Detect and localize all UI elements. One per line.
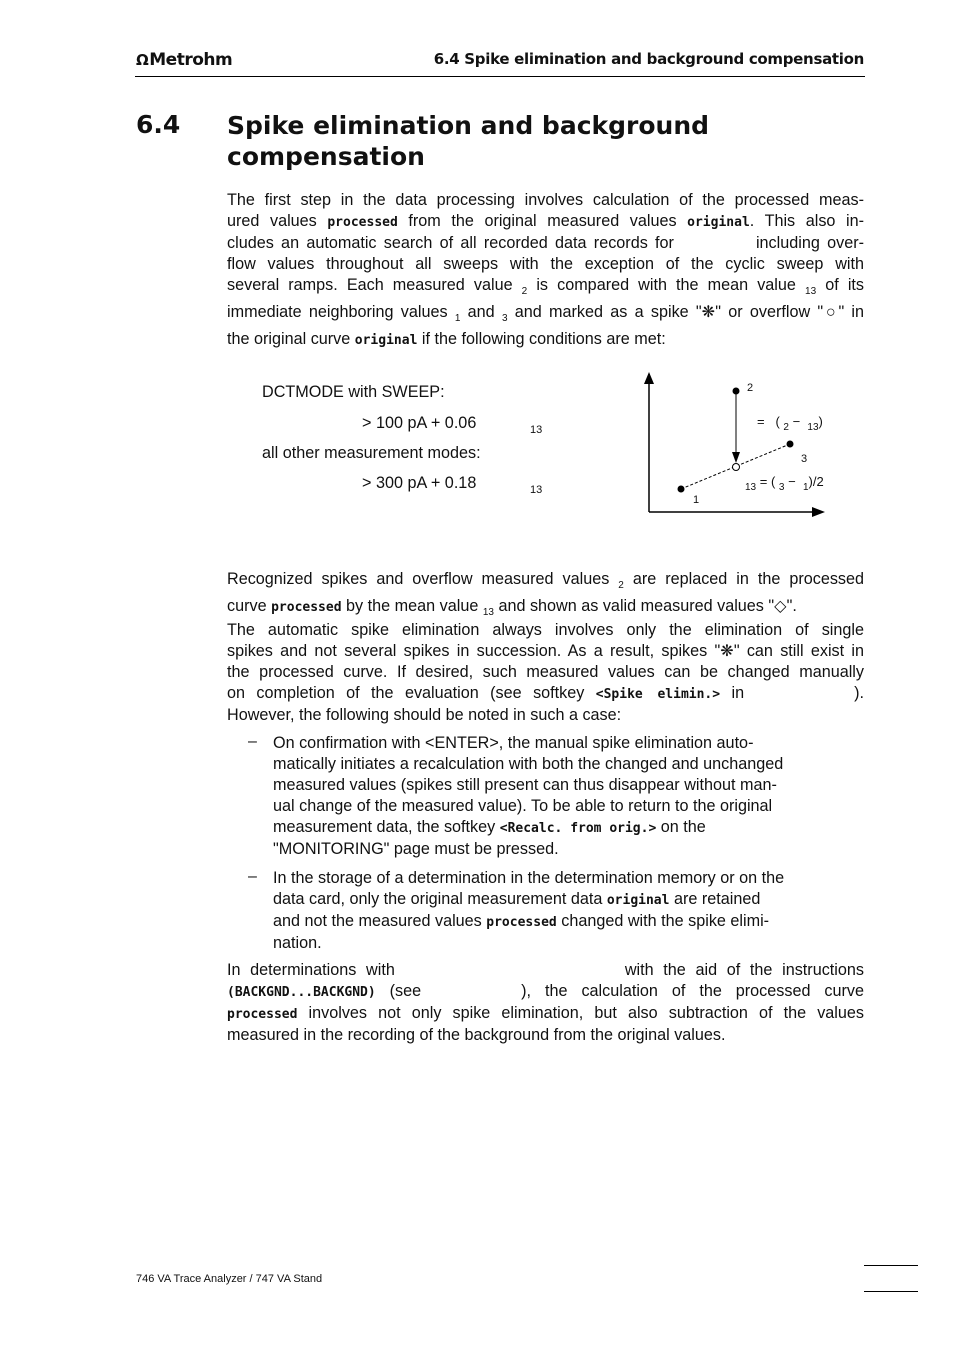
delta-formula [757, 414, 823, 433]
logo-text: Metrohm [149, 50, 233, 70]
condition-threshold-1: > 100 pA + 0.06 [362, 414, 477, 432]
mean-point-13 [733, 464, 740, 471]
bullet-line: On confirmation with <ENTER>, the manual spike elimination auto- [273, 734, 754, 752]
intro-line [227, 211, 864, 233]
text-run: if the following conditions are met: [417, 330, 666, 348]
subscript: 2 [521, 286, 528, 297]
automatic-line: the processed curve. If desired, such measured values can be changed manually [227, 663, 864, 681]
text-run: are retained [669, 890, 761, 908]
code-spike-elimin: <Spike elimin.> [595, 687, 721, 702]
code-recalc-from-orig: <Recalc. from orig.> [499, 821, 657, 836]
text-run: immediate neighboring values [227, 303, 448, 321]
subscript: 2 [618, 580, 624, 591]
text-run: the original curve [227, 330, 355, 348]
text-run: is compared with the mean value [536, 276, 796, 294]
bullet-line: measured values (spikes still present can thus disappear without man- [273, 776, 777, 794]
background-line [227, 981, 864, 1003]
subscript: 13 [807, 422, 819, 433]
text-run: )/2 [808, 474, 824, 489]
text-run: on completion of the evaluation (see softkey [227, 684, 596, 702]
metrohm-logo [136, 50, 232, 70]
text-run: = ( [759, 474, 776, 489]
intro-line [227, 233, 864, 254]
text-run: measurement data, the softkey [273, 818, 500, 836]
section-number: 6.4 [136, 110, 181, 139]
condition-mode-dctmode: DCTMODE with SWEEP: [262, 383, 445, 401]
label-point-1: 1 [693, 494, 700, 506]
text-run: in [720, 684, 745, 702]
bullet-item-2 [273, 868, 818, 954]
text-run: and marked as a spike "❋" or overflow "○" in [514, 303, 865, 321]
subscript: 13 [745, 482, 757, 493]
spike-diagram [640, 370, 840, 520]
intro-line: The first step in the data processing involves calculation of the processed meas- [227, 191, 864, 209]
delta-arrowhead [732, 452, 740, 463]
text-run: including over- [755, 234, 864, 252]
bullet-line: nation. [273, 934, 322, 952]
x-axis-arrowhead [812, 507, 825, 517]
condition-threshold-2: > 300 pA + 0.18 [362, 474, 477, 492]
text-run: several ramps. Each measured value [227, 276, 513, 294]
text-run: of its [825, 276, 865, 294]
bullet-line [273, 889, 818, 911]
subscript: 1 [454, 313, 461, 324]
text-run: cludes an automatic search of all recorded data records for [227, 234, 674, 252]
point-3 [787, 441, 794, 448]
footer-rule-bottom [864, 1291, 918, 1292]
intro-paragraph [227, 190, 864, 351]
text-run: from the original measured values [397, 212, 688, 230]
footer-rule-top [864, 1265, 918, 1266]
automatic-line: However, the following should be noted in such a case: [227, 706, 622, 724]
background-line [227, 1003, 864, 1025]
text-run: ured values [227, 212, 328, 230]
text-run: In determinations with [227, 961, 395, 979]
automatic-paragraph [227, 620, 864, 726]
intro-line [227, 302, 864, 329]
text-run: ). [854, 684, 864, 702]
section-title-line2: compensation [227, 142, 425, 171]
running-header-title: 6.4 Spike elimination and background compensation [433, 50, 864, 68]
text-run: and [467, 303, 495, 321]
code-original: original [606, 893, 670, 908]
subscript: 3 [501, 313, 508, 324]
y-axis-arrowhead [644, 372, 654, 384]
code-processed: processed [227, 1007, 298, 1022]
text-run: = [757, 414, 765, 429]
code-processed: processed [327, 215, 398, 230]
intro-line [227, 329, 864, 351]
bullet-line: In the storage of a determination in the determination memory or on the [273, 869, 785, 887]
automatic-line: spikes and not several spikes in succession. As a result, spikes "❋" can still exist in [227, 642, 864, 660]
condition-subscript-2: 13 [530, 484, 543, 496]
section-title [227, 110, 827, 172]
footer-product-name: 746 VA Trace Analyzer / 747 VA Stand [136, 1273, 323, 1285]
bullet-item-1 [273, 733, 818, 860]
text-run: curve [227, 597, 272, 615]
mean-formula [745, 474, 824, 493]
background-paragraph [227, 960, 864, 1046]
code-processed: processed [271, 600, 342, 615]
text-run: involves not only spike elimination, but also subtraction of the values [297, 1004, 864, 1022]
bullet-line: "MONITORING" page must be pressed. [273, 840, 559, 858]
point-1 [678, 486, 685, 493]
automatic-line: The automatic spike elimination always involves only the elimination of single [227, 621, 864, 639]
bullet-line [273, 817, 818, 839]
text-run: and not the measured values [273, 912, 487, 930]
subscript: 13 [482, 607, 494, 618]
header-rule [135, 76, 865, 77]
bullet-line: matically initiates a recalculation with both the changed and unchanged [273, 755, 784, 773]
bullet-line: ual change of the measured value). To be able to return to the original [273, 797, 773, 815]
bullet-dash: – [248, 868, 257, 885]
metrohm-logo-icon: Ω [136, 51, 149, 69]
condition-mode-other: all other measurement modes: [262, 444, 481, 462]
text-run: Recognized spikes and overflow measured values [227, 570, 610, 588]
subscript: 1 [802, 482, 809, 493]
subscript: 2 [783, 422, 789, 433]
condition-subscript-1: 13 [530, 424, 543, 436]
recognized-paragraph [227, 569, 864, 623]
automatic-line [227, 683, 864, 705]
text-run: and shown as valid measured values "◇". [498, 597, 797, 615]
section-title-line1: Spike elimination and background [227, 111, 710, 140]
text-run: data card, only the original measurement data [273, 890, 607, 908]
code-original: original [354, 333, 418, 348]
text-run: changed with the spike elimi- [556, 912, 770, 930]
text-run: . This also in- [749, 212, 864, 230]
text-run: ( [775, 414, 780, 429]
intro-line: flow values throughout all sweeps with the exception of the cyclic sweep with [227, 255, 864, 273]
text-run: (see [375, 982, 422, 1000]
recognized-line [227, 569, 864, 596]
label-point-3: 3 [801, 453, 808, 465]
label-point-2: 2 [747, 382, 754, 394]
intro-line [227, 275, 864, 302]
background-line [227, 960, 864, 981]
text-run: ) [818, 414, 823, 429]
code-backgnd: (BACKGND...BACKGND) [227, 985, 376, 1000]
code-original: original [687, 215, 750, 230]
bullet-line [273, 911, 818, 933]
subscript: 3 [778, 482, 785, 493]
point-2 [733, 388, 740, 395]
text-run: − [788, 474, 796, 489]
text-run: ), the calculation of the processed curve [521, 982, 864, 1000]
background-line: measured in the recording of the background from the original values. [227, 1026, 726, 1044]
text-run: by the mean value [341, 597, 479, 615]
recognized-line [227, 596, 864, 623]
subscript: 13 [805, 286, 817, 297]
code-processed: processed [486, 915, 557, 930]
text-run: are replaced in the processed [632, 570, 865, 588]
text-run: − [792, 414, 801, 429]
bullet-dash: – [248, 733, 257, 750]
text-run: on the [656, 818, 706, 836]
text-run: with the aid of the instructions [624, 961, 864, 979]
